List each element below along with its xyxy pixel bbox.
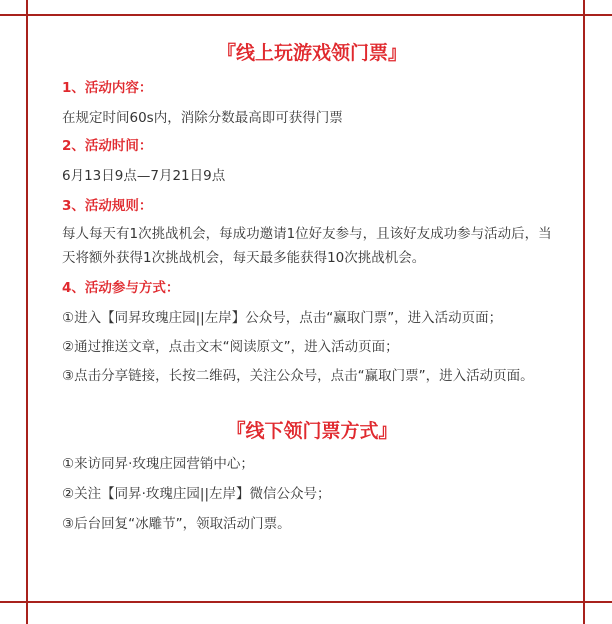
participation-step: ①进入【同昇玫瑰庄园||左岸】公众号，点击“赢取门票”，进入活动页面； (62, 310, 503, 326)
frame-left-line (26, 0, 28, 624)
article-content (62, 40, 562, 536)
frame-top-line (0, 14, 612, 16)
section-heading-time: 2、活动时间： (62, 138, 153, 154)
participation-step: ②通过推送文章，点击文末“阅读原文”，进入活动页面； (62, 339, 399, 355)
offline-step: ①来访同昇·玫瑰庄园营销中心； (62, 456, 254, 472)
offline-step: ②关注【同昇·玫瑰庄园||左岸】微信公众号； (62, 486, 331, 502)
section-heading-participation: 4、活动参与方式： (62, 280, 180, 296)
frame-bottom-line (0, 601, 612, 603)
activity-rules-text: 每人每天有1次挑战机会，每成功邀请1位好友参与，且该好友成功参与活动后，当天将额外获得1次挑战机会，每天最多能获得10次挑战机会。 (62, 226, 552, 266)
participation-step: ③点击分享链接，长按二维码，关注公众号，点击“赢取门票”，进入活动页面。 (62, 368, 534, 384)
section-heading-content: 1、活动内容： (62, 80, 153, 96)
frame-right-line (583, 0, 585, 624)
section-heading-rules: 3、活动规则： (62, 198, 153, 214)
offline-step: ③后台回复“冰雕节”，领取活动门票。 (62, 516, 291, 532)
activity-content-text: 在规定时间60s内，消除分数最高即可获得门票 (62, 110, 343, 126)
offline-title: 『线下领门票方式』 (226, 420, 398, 442)
activity-time-text: 6月13日9点—7月21日9点 (62, 168, 226, 184)
online-title: 『线上玩游戏领门票』 (216, 42, 407, 64)
